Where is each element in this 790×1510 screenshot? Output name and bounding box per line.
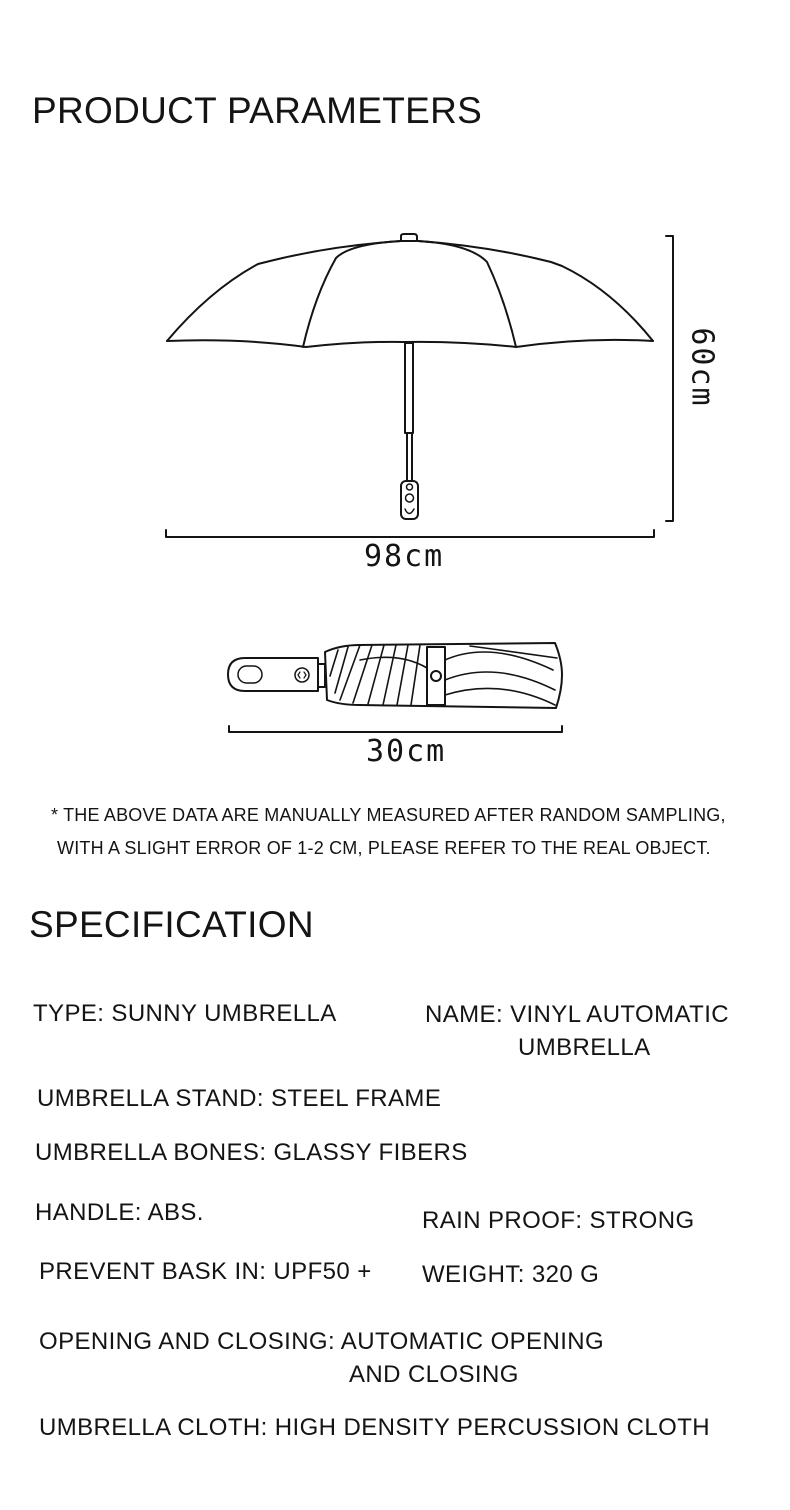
measurement-note-line1: * THE ABOVE DATA ARE MANUALLY MEASURED AFTER RANDOM SAMPLING, [51,805,726,825]
folded-umbrella-canopy [325,643,562,708]
spec-handle: HANDLE: ABS. [35,1199,204,1226]
folded-length-label: 30cm [366,734,447,769]
umbrella-shaft-upper [405,343,413,433]
spec-name-line2: UMBRELLA [518,1034,651,1061]
width-label: 98cm [364,539,445,574]
folded-dimension-line [229,726,562,732]
width-dimension-line [166,530,654,537]
spec-opening-line2: AND CLOSING [349,1361,519,1388]
height-dimension-line [666,236,673,521]
spec-umbrella-stand: UMBRELLA STAND: STEEL FRAME [37,1085,442,1112]
spec-opening-line1: OPENING AND CLOSING: AUTOMATIC OPENING [39,1328,605,1355]
umbrella-top-cap [401,234,417,241]
spec-name-line1: NAME: VINYL AUTOMATIC [425,1001,730,1028]
umbrella-shaft-lower [407,433,412,481]
umbrella-rib-left [303,241,401,347]
measurement-note-line2: WITH A SLIGHT ERROR OF 1-2 CM, PLEASE REFER TO THE REAL OBJECT. [57,838,711,858]
spec-rain-proof: RAIN PROOF: STRONG [422,1207,695,1234]
umbrella-canopy [167,241,653,341]
height-label: 60cm [684,327,720,408]
folded-umbrella-strap [427,647,445,705]
folded-umbrella-handle [228,658,318,691]
open-umbrella-drawing [0,0,790,560]
umbrella-rib-right [418,241,516,347]
page-title: PRODUCT PARAMETERS [32,90,483,131]
spec-umbrella-cloth: UMBRELLA CLOTH: HIGH DENSITY PERCUSSION CLOTH [39,1414,711,1441]
spec-type: TYPE: SUNNY UMBRELLA [33,1000,337,1027]
spec-prevent-bask: PREVENT BASK IN: UPF50 + [39,1258,372,1285]
spec-umbrella-bones: UMBRELLA BONES: GLASSY FIBERS [35,1139,468,1166]
spec-weight: WEIGHT: 320 G [422,1261,600,1288]
specification-title: SPECIFICATION [29,904,314,945]
